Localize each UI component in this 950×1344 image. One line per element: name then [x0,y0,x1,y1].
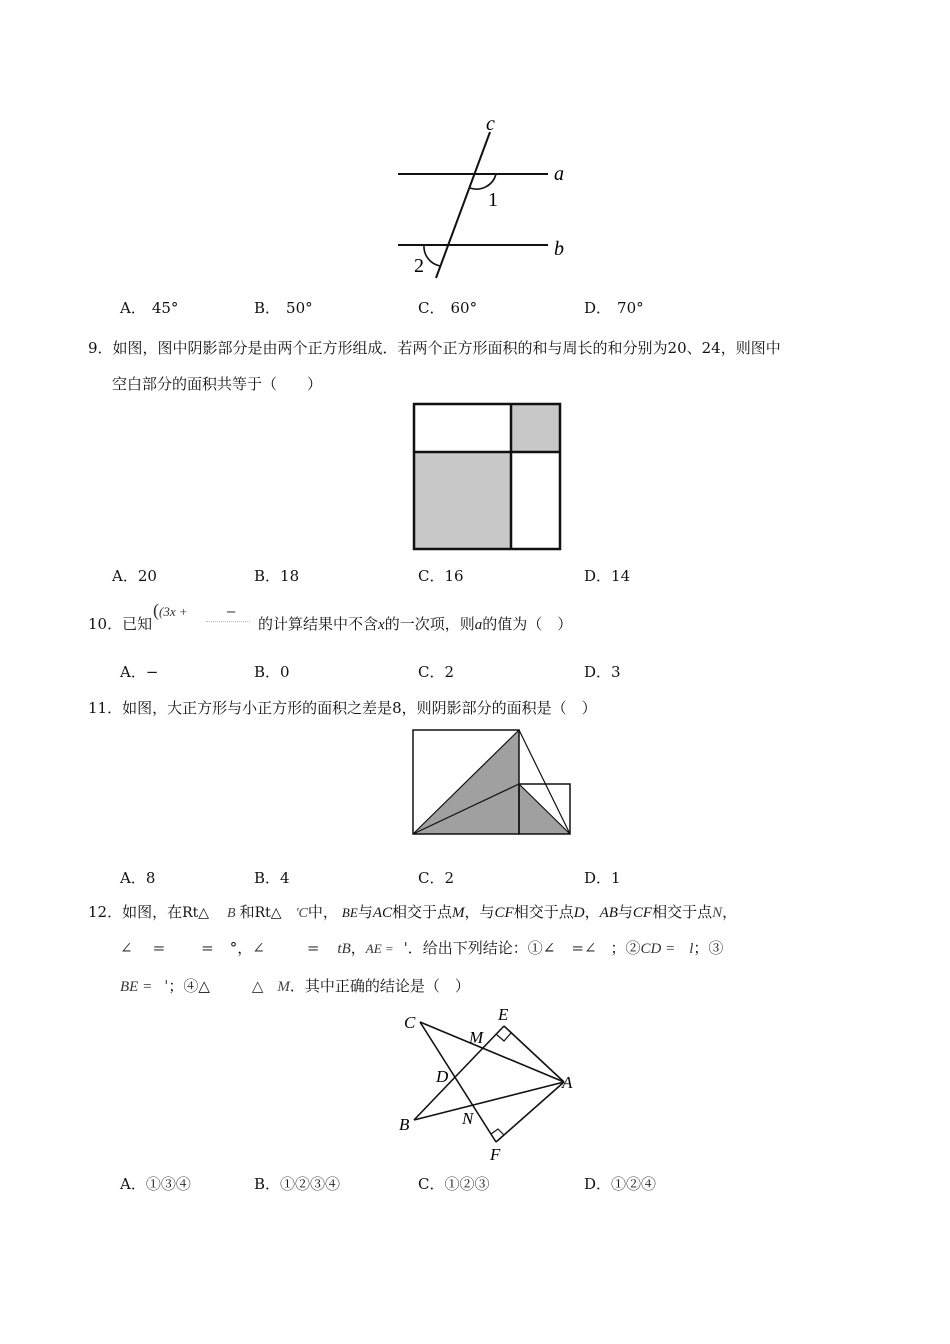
q11-option-d[interactable]: D．1 [584,869,621,887]
q10-expression-faded [206,621,250,622]
q10-stem-start: 10．已知 [88,615,153,633]
q8-option-b[interactable]: B． 50° [254,299,313,317]
q12-option-a[interactable]: A．①③④ [120,1175,191,1193]
right-angle-F [491,1129,504,1135]
label-B: B [399,1115,410,1134]
q10-option-d[interactable]: D．3 [584,663,621,681]
q12-option-b[interactable]: B．①②③④ [254,1175,341,1193]
big-small-squares-figure [411,727,573,837]
q12-stem-line1: 12．如图，在Rt△ B 和Rt△ 'C中， BE与AC相交于点M，与CF相交于点D，AB与CF相交于点N， [88,903,738,921]
q12-stem-line2: ∠ = = °，∠ = tB，AE = '．给出下列结论：①∠ =∠ ；②CD = l；③ [120,939,724,957]
label-M: M [469,1028,484,1047]
q9-option-c[interactable]: C．16 [418,567,464,585]
q10-number: 10． [88,615,123,633]
q10-expression: ((3x + − [153,600,237,620]
segment-CF [420,1022,496,1142]
q9-option-b[interactable]: B．18 [254,567,300,585]
segment-BE [414,1026,504,1120]
q12-stem-line3: BE = '；④△ △ M．其中正确的结论是（ ） [120,977,470,995]
label-b: b [554,238,564,260]
q9-stem-line1: 9．如图，图中阴影部分是由两个正方形组成．若两个正方形面积的和与周长的和分别为20、24，则图中 [88,339,781,357]
q12-option-d[interactable]: D．①②④ [584,1175,657,1193]
label-N: N [462,1109,474,1128]
q12-option-c[interactable]: C．①②③ [418,1175,490,1193]
large-shaded-square [414,452,511,549]
label-D: D [436,1067,449,1086]
q10-option-a[interactable]: A．− [120,663,159,681]
q8-option-d[interactable]: D． 70° [584,299,644,317]
segment-EA [504,1026,564,1082]
two-squares-figure [412,402,564,552]
label-F: F [490,1145,501,1164]
label-a: a [554,163,564,185]
q9-stem-line2: 空白部分的面积共等于（ ） [112,375,323,393]
angle-2-arc [424,245,440,266]
shaded-region [413,730,570,834]
q9-number: 9． [88,339,113,357]
triangles-figure [392,1004,592,1164]
q9-option-d[interactable]: D．14 [584,567,631,585]
q8-option-c[interactable]: C． 60° [418,299,478,317]
small-shaded-square [511,404,560,452]
right-angle-E [496,1033,511,1041]
label-1: 1 [488,189,498,211]
q11-option-b[interactable]: B．4 [254,869,290,887]
q9-option-a[interactable]: A．20 [112,567,157,585]
q12-number: 12． [88,903,123,921]
line-c [436,132,490,278]
label-E: E [498,1005,509,1024]
label-2: 2 [414,255,424,277]
q10-option-b[interactable]: B．0 [254,663,290,681]
parallel-lines-figure [390,112,580,282]
label-C: C [404,1013,416,1032]
label-c: c [486,113,495,135]
q10-option-c[interactable]: C．2 [418,663,455,681]
q11-stem: 11．如图，大正方形与小正方形的面积之差是8，则阴影部分的面积是（ ） [88,699,597,717]
q10-stem-rest: 的计算结果中不含x的一次项，则a的值为（ ） [258,615,573,633]
q11-option-a[interactable]: A．8 [120,869,156,887]
q11-option-c[interactable]: C．2 [418,869,455,887]
q11-number: 11． [88,699,123,717]
label-A: A [562,1073,573,1092]
q8-option-a[interactable]: A． 45° [120,299,179,317]
